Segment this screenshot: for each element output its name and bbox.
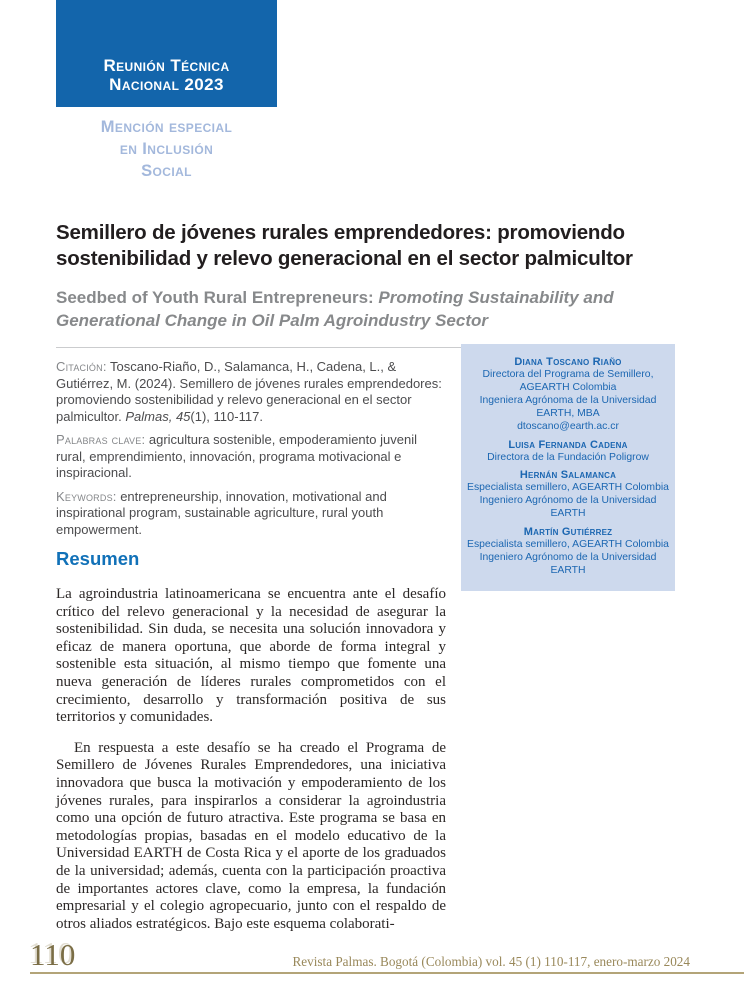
palabras-clave-label: Palabras clave:	[56, 432, 146, 447]
title-en-normal: Seedbed of Youth Rural Entrepreneurs:	[56, 288, 379, 307]
badge-line-1: Reunión Técnica	[103, 56, 230, 75]
article-title-spanish: Semillero de jóvenes rurales emprendedores: promoviendo sostenibilidad y relevo generacional en el sector palmicultor	[56, 221, 633, 270]
citation-text: Toscano-Riaño, D., Salamanca, H., Cadena, L., & Gutiérrez, M. (2024). Semillero de jóvenes rurales emprendedores: promoviendo sostenibilidad y relevo generacional en el sector palmicultor.	[56, 359, 442, 424]
author-role-line: Especialista semillero, AGEARTH Colombia	[467, 482, 669, 494]
front-matter	[56, 359, 448, 545]
keywords-text: entrepreneurship, innovation, motivational and inspirational program, sustainable agriculture, rural youth empowerment.	[56, 488, 387, 537]
abstract-heading: Resumen	[56, 548, 140, 569]
mention-line-2: en Inclusión	[119, 140, 214, 158]
section-divider	[56, 347, 461, 348]
author-name: Hernán Salamanca	[519, 469, 617, 482]
author-email: dtoscano@earth.ac.cr	[517, 420, 619, 432]
author-role-line: EARTH	[550, 508, 586, 520]
keywords-block	[56, 489, 448, 539]
author-name: Diana Toscano Riaño	[514, 356, 622, 368]
abstract-paragraph-1: La agroindustria latinoamericana se encuentra ante el desafío crítico del relevo generacional y la necesidad de asegurar la sostenibilidad. Sin duda, se necesita una solución innovadora y eficaz de manera oportuna, que aborde de forma integral y sostenible esta situación, al mismo tiempo que fomente una nueva generación de líderes rurales comprometidos con el crecimiento, desarrollo y transformación positiva de sus territorios y comunidades.	[56, 586, 446, 726]
author-role-line: EARTH, MBA	[536, 407, 600, 419]
page-number: 110	[30, 937, 76, 972]
author-role-line: Ingeniera Agrónoma de la Universidad	[479, 394, 657, 406]
article-title-english	[56, 286, 671, 332]
author-block	[467, 439, 669, 465]
author-role-line: Directora de la Fundación Poligrow	[487, 451, 649, 463]
title-en-italic: Promoting Sustainability and Generational Change in Oil Palm Agroindustry Sector	[56, 288, 614, 330]
palabras-clave-block	[56, 432, 448, 482]
keywords-label: Keywords:	[56, 488, 117, 504]
author-role-line: Ingeniero Agrónomo de la Universidad	[479, 552, 657, 564]
author-role-line: Directora del Programa de Semillero,	[482, 369, 654, 380]
author-role-line: Especialista semillero, AGEARTH Colombia	[467, 539, 669, 551]
author-block	[467, 469, 669, 521]
author-block	[467, 356, 669, 434]
footer-rule	[30, 972, 744, 974]
mention-line-1: Mención especial	[100, 118, 233, 136]
author-name: Martín Gutiérrez	[523, 526, 613, 539]
special-mention	[56, 116, 277, 182]
author-role-line: EARTH	[550, 564, 586, 576]
journal-footer-line: Revista Palmas. Bogotá (Colombia) vol. 45 (1) 110-117, enero-marzo 2024	[292, 954, 690, 969]
author-role-line: AGEARTH Colombia	[519, 381, 617, 393]
mention-line-3: Social	[141, 162, 192, 180]
badge-line-2: Nacional 2023	[109, 75, 224, 94]
citation-block	[56, 359, 448, 425]
authors-panel	[461, 344, 675, 591]
author-role-line: Ingeniero Agrónomo de la Universidad	[479, 495, 657, 507]
citation-pages: (1), 110-117.	[190, 408, 263, 424]
abstract-paragraph-2: En respuesta a este desafío se ha creado el Programa de Semillero de Jóvenes Rurales Emprendedores, una iniciativa innovadora que busca la motivación y empoderamiento de los jóvenes rurales, para inspirarlos a considerar la agroindustria como una opción de futuro atractiva. Este programa se basa en metodologías propias, basadas en el modelo educativo de la Universidad EARTH de Costa Rica y el aporte de los graduados de la universidad; además, cuenta con la participación proactiva de importantes actores clave, como la empresa, la fundación empresarial y el colegio agropecuario, junto con el respaldo de otros aliados estratégicos. Bajo este esquema colaborati-	[56, 739, 446, 932]
palabras-clave-text: agricultura sostenible, empoderamiento juvenil rural, emprendimiento, innovación, programa motivacional e inspiracional.	[56, 432, 417, 480]
abstract-body	[56, 586, 446, 933]
award-badge	[56, 0, 277, 107]
citation-label: Citación:	[56, 359, 107, 374]
citation-journal-italic: Palmas, 45	[125, 408, 191, 424]
author-name: Luisa Fernanda Cadena	[508, 438, 628, 451]
author-block	[467, 526, 669, 578]
